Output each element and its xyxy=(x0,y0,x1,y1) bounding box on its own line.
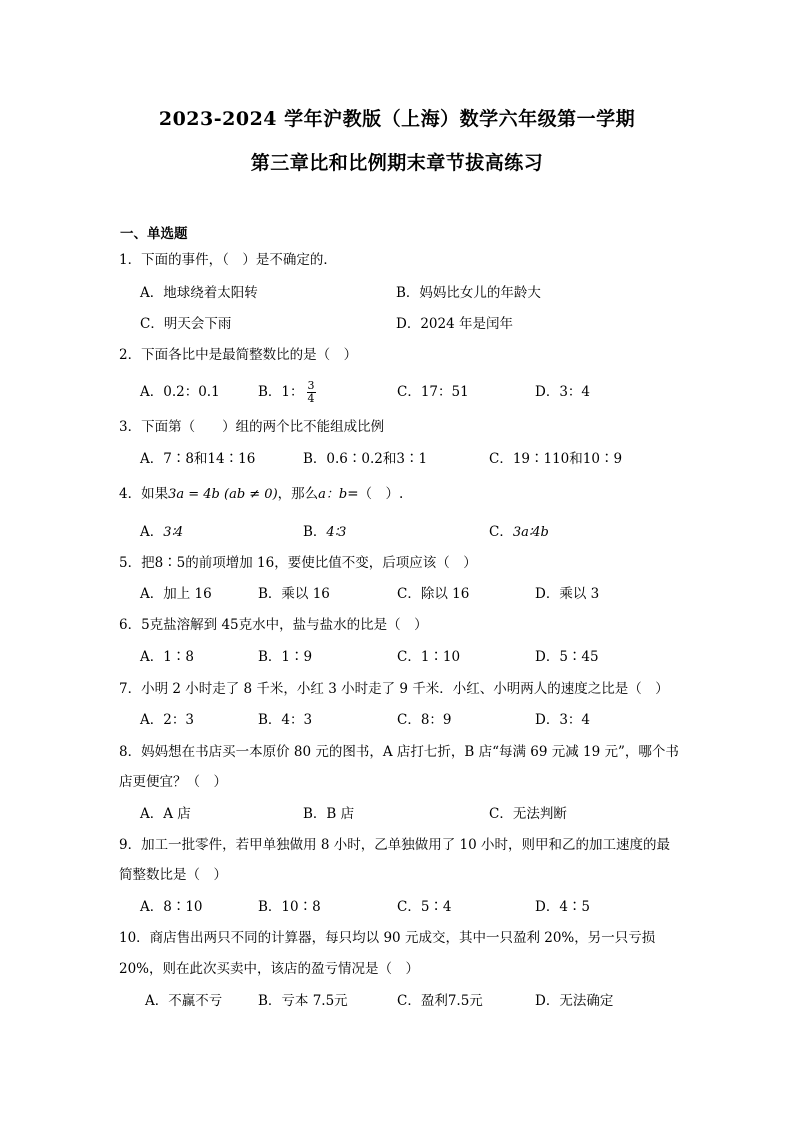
q10-option-d: D．无法确定 xyxy=(535,993,614,1009)
q2-option-a: A．0.2：0.1 xyxy=(140,384,220,400)
q3-option-a: A．7∶8和14∶16 xyxy=(140,451,256,467)
q10-option-b: B．亏本 7.5元 xyxy=(258,993,348,1009)
q5-option-b: B．乘以 16 xyxy=(258,586,330,602)
formula: 3a = 4b (ab ≠ 0) xyxy=(168,487,278,502)
q2-option-d: D．3：4 xyxy=(535,384,591,400)
q7-option-a: A．2：3 xyxy=(140,712,194,728)
q7-option-c: C．8：9 xyxy=(397,712,452,728)
q6-option-a: A．1∶8 xyxy=(140,649,194,665)
question-10-cont: 20%，则在此次买卖中，该店的盈亏情况是（ ） xyxy=(119,961,420,977)
q10-option-a: A．不赢不亏 xyxy=(145,993,223,1009)
q7-option-b: B．4：3 xyxy=(258,712,313,728)
question-1: 1．下面的事件，（ ）是不确定的． xyxy=(119,252,337,268)
q9-option-d: D．4∶5 xyxy=(535,899,591,915)
q3-option-b: B．0.6∶0.2和3∶1 xyxy=(303,451,428,467)
ratio: a：b xyxy=(318,487,348,502)
q6-option-b: B．1∶9 xyxy=(258,649,313,665)
q6-option-d: D．5∶45 xyxy=(535,649,599,665)
q7-option-d: D．3：4 xyxy=(535,712,591,728)
q1-option-d: D．2024 年是闰年 xyxy=(396,316,513,332)
title-line-1: 2023-2024 学年沪教版（上海）数学六年级第一学期 xyxy=(158,108,636,130)
q3-option-c: C．19∶110和10∶9 xyxy=(489,451,623,467)
q5-option-a: A．加上 16 xyxy=(140,586,212,602)
question-2: 2．下面各比中是最简整数比的是（ ） xyxy=(119,347,358,363)
question-10: 10．商店售出两只不同的计算器，每只均以 90 元成交，其中一只盈利 20%，另一只亏损 xyxy=(119,930,656,946)
q6-option-c: C．1∶10 xyxy=(397,649,461,665)
question-7: 7．小明 2 小时走了 8 千米，小红 3 小时走了 9 千米．小红、小明两人的速度之比是（ ） xyxy=(119,681,669,697)
q9-option-b: B．10∶8 xyxy=(258,899,321,915)
fraction: $\frac{3}{4}$ xyxy=(307,379,315,405)
q10-option-c: C．盈利7.5元 xyxy=(397,993,483,1009)
q1-option-b: B．妈妈比女儿的年龄大 xyxy=(396,285,541,301)
section-heading: 一、单选题 xyxy=(120,226,188,242)
q4-option-a: A．3∶4 xyxy=(140,524,184,540)
q9-option-a: A．8∶10 xyxy=(140,899,203,915)
q8-option-c: C．无法判断 xyxy=(489,806,567,822)
q4-option-b: B．4∶3 xyxy=(303,524,347,540)
question-5: 5．把8∶5的前项增加 16，要使比值不变，后项应该（ ） xyxy=(119,555,477,571)
question-9: 9．加工一批零件，若甲单独做用 8 小时，乙单独做用了 10 小时，则甲和乙的加工速度的最 xyxy=(119,837,671,853)
q8-option-a: A．A 店 xyxy=(140,806,191,822)
q5-option-c: C．除以 16 xyxy=(397,586,470,602)
title-line-2: 第三章比和比例期末章节拔高练习 xyxy=(250,152,544,174)
q1-option-c: C．明天会下雨 xyxy=(140,316,232,332)
question-9-cont: 简整数比是（ ） xyxy=(119,867,227,883)
q5-option-d: D．乘以 3 xyxy=(535,586,600,602)
question-8-cont: 店更便宜？（ ） xyxy=(119,774,227,790)
q9-option-c: C．5∶4 xyxy=(397,899,452,915)
q4-option-c: C．3a∶4b xyxy=(489,524,549,540)
q2-option-c: C．17：51 xyxy=(397,384,469,400)
q1-option-a: A．地球绕着太阳转 xyxy=(140,285,258,301)
question-3: 3．下面第（ ）组的两个比不能组成比例 xyxy=(119,419,385,435)
question-4: 4．如果3a = 4b (ab ≠ 0)，那么a：b=（ ）. xyxy=(119,486,404,502)
question-6: 6．5克盐溶解到 45克水中，盐与盐水的比是（ ） xyxy=(119,617,428,633)
q2-option-b: B．1： $\frac{3}{4}$ xyxy=(258,379,315,405)
question-8: 8．妈妈想在书店买一本原价 80 元的图书，A 店打七折，B 店“每满 69 元减 19 元”，哪个书 xyxy=(119,744,679,760)
q8-option-b: B．B 店 xyxy=(303,806,355,822)
